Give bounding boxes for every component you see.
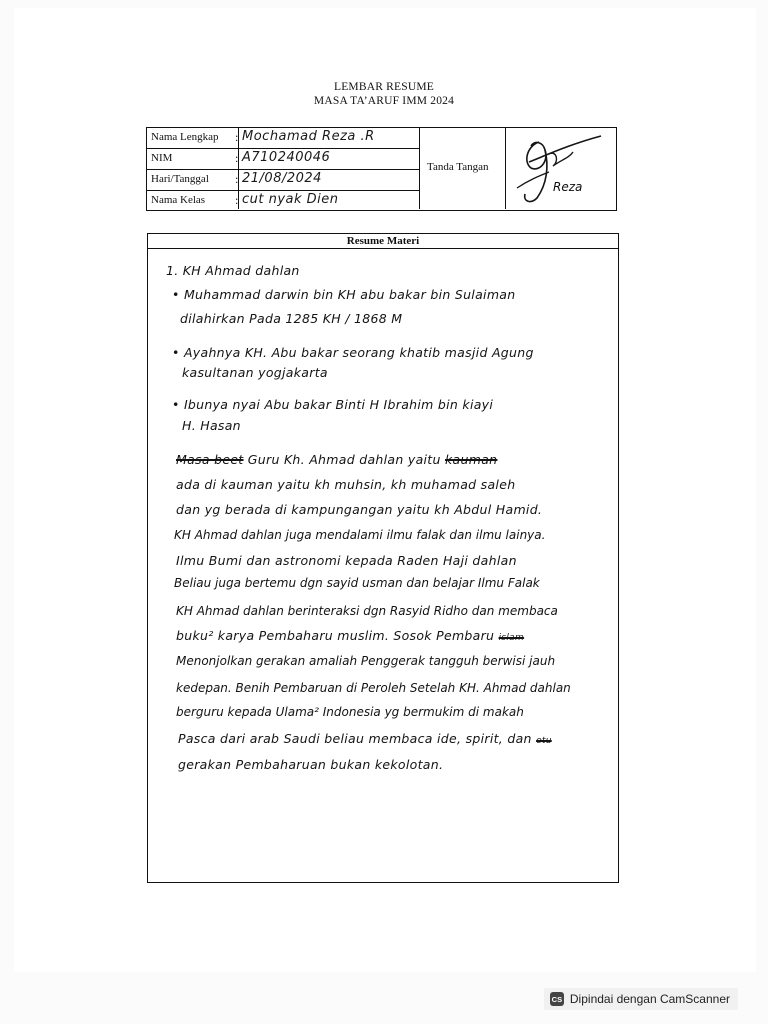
note-line: dan yg berada di kampungangan yaitu kh Abdul Hamid.: [176, 502, 543, 517]
camscanner-watermark: [544, 988, 738, 1010]
note-line: KH Ahmad dahlan juga mendalami ilmu falak dan ilmu lainya.: [174, 528, 546, 542]
identity-colon: :: [235, 151, 239, 165]
struck-text: islam: [498, 633, 525, 643]
identity-label-date: Hari/Tanggal: [151, 173, 209, 185]
document-header: [0, 80, 768, 108]
identity-value-name: Mochamad Reza .R: [242, 129, 375, 144]
document-title-line2: MASA TA’ARUF IMM 2024: [313, 95, 455, 107]
struck-text: kauman: [445, 452, 498, 467]
identity-row-nim: [147, 149, 419, 170]
camscanner-icon: CS: [550, 992, 564, 1006]
identity-label-nim: NIM: [151, 152, 173, 164]
note-line: kedepan. Benih Pembaruan di Peroleh Setelah KH. Ahmad dahlan: [176, 681, 571, 695]
note-line: 1. KH Ahmad dahlan: [166, 263, 300, 278]
note-line-with-strike: [176, 628, 524, 643]
document-title-line1: LEMBAR RESUME: [333, 81, 435, 93]
identity-value-nim: A710240046: [242, 150, 331, 165]
note-line-with-strike: [176, 452, 497, 467]
identity-row-name: [147, 128, 419, 149]
label-divider: [238, 128, 239, 209]
identity-label-class: Nama Kelas: [151, 194, 206, 206]
identity-table: [146, 127, 617, 211]
note-line: ada di kauman yaitu kh muhsin, kh muhamad saleh: [176, 477, 516, 492]
identity-label-name: Nama Lengkap: [151, 131, 219, 143]
resume-box: [147, 233, 619, 883]
struck-text: etu: [536, 736, 552, 746]
note-line: Menonjolkan gerakan amaliah Penggerak tangguh berwisi jauh: [176, 654, 556, 668]
value-divider: [419, 128, 420, 209]
identity-colon: :: [235, 172, 239, 186]
camscanner-label: Dipindai dengan CamScanner: [569, 992, 730, 1006]
resume-title: Resume Materi: [148, 234, 618, 249]
identity-colon: :: [235, 193, 239, 207]
note-line: Beliau juga bertemu dgn sayid usman dan belajar Ilmu Falak: [174, 576, 540, 590]
signature-label: Tanda Tangan: [427, 161, 489, 173]
struck-text: Masa beet: [176, 452, 244, 467]
signature-drawing: [509, 132, 613, 206]
note-line: • Ayahnya KH. Abu bakar seorang khatib masjid Agung: [172, 345, 534, 360]
note-line: Ilmu Bumi dan astronomi kepada Raden Haji dahlan: [176, 553, 517, 568]
identity-row-class: [147, 191, 419, 212]
note-line: dilahirkan Pada 1285 KH / 1868 M: [180, 311, 403, 326]
note-line: gerakan Pembaharuan bukan kekolotan.: [178, 757, 444, 772]
note-line: KH Ahmad dahlan berinteraksi dgn Rasyid Ridho dan membaca: [176, 604, 558, 618]
identity-value-class: cut nyak Dien: [242, 192, 339, 207]
note-line-with-strike: [178, 731, 552, 746]
note-line: kasultanan yogjakarta: [182, 365, 328, 380]
signature-name: Reza: [553, 180, 583, 194]
signature-divider: [505, 128, 506, 209]
note-line: • Muhammad darwin bin KH abu bakar bin Sulaiman: [172, 287, 516, 302]
note-line: Guru Kh. Ahmad dahlan yaitu: [247, 452, 441, 467]
identity-row-date: [147, 170, 419, 191]
note-line: • Ibunya nyai Abu bakar Binti H Ibrahim bin kiayi: [172, 397, 494, 412]
note-line: Pasca dari arab Saudi beliau membaca ide, spirit, dan: [178, 731, 532, 746]
identity-colon: :: [235, 130, 239, 144]
note-line: berguru kepada Ulama² Indonesia yg bermukim di makah: [176, 705, 524, 719]
note-line: buku² karya Pembaharu muslim. Sosok Pembaru: [176, 628, 495, 643]
identity-value-date: 21/08/2024: [242, 171, 322, 186]
note-line: H. Hasan: [182, 418, 241, 433]
